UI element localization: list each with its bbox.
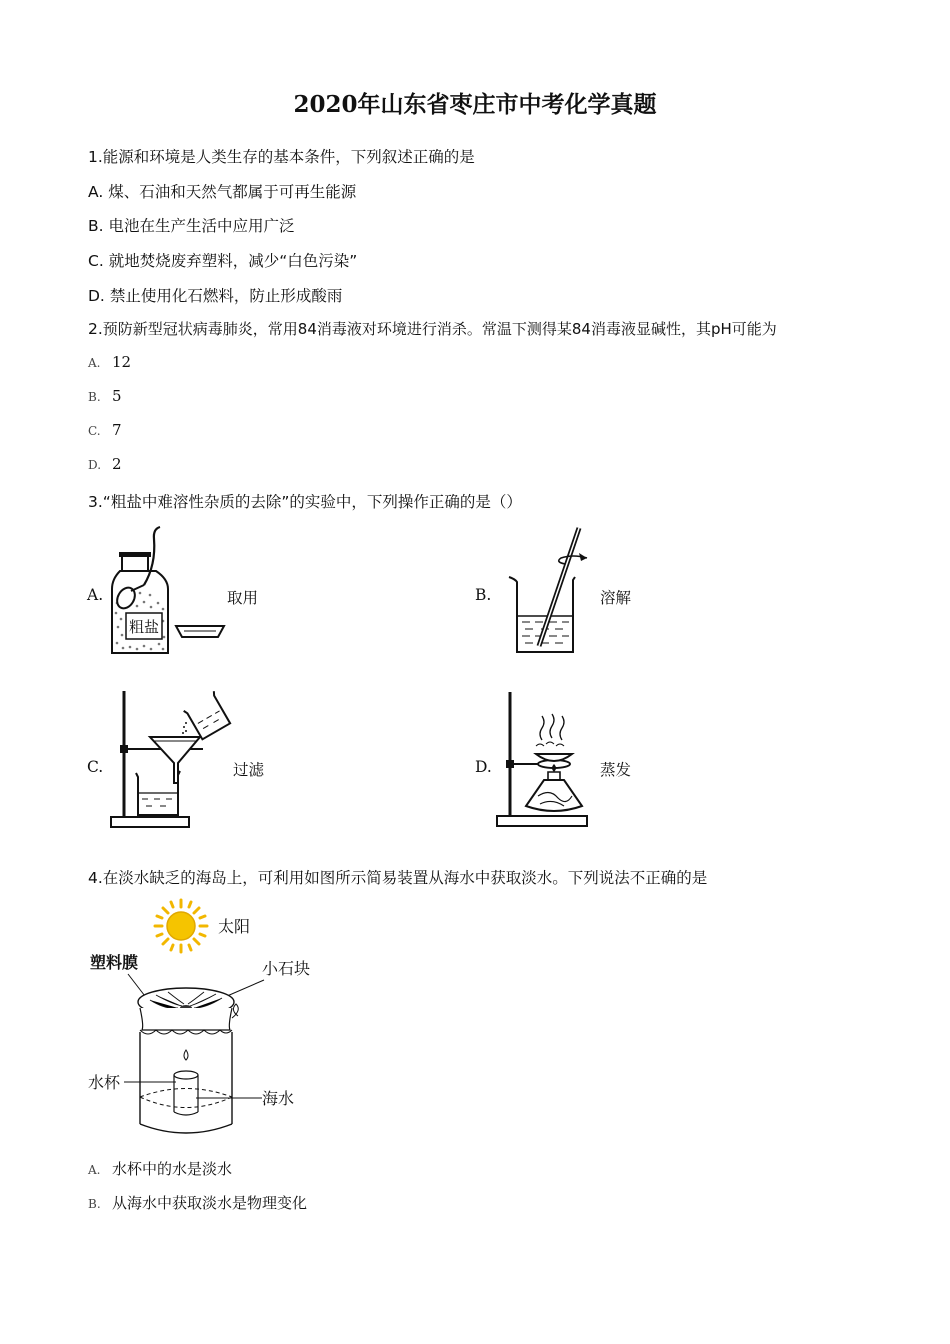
beaker-stirring-figure (505, 522, 600, 657)
option-label: B. (88, 217, 104, 235)
option-c (88, 421, 122, 439)
option-label: C. (88, 424, 101, 438)
option-label: D. (88, 458, 102, 472)
option-a-text: 取用 (227, 589, 259, 607)
option-text: 从海水中获取淡水是物理变化 (112, 1194, 308, 1212)
option-text: 电池在生产生活中应用广泛 (108, 217, 295, 235)
option-text: 煤、石油和天然气都属于可再生能源 (108, 183, 357, 201)
option-b-label: B. (475, 586, 492, 604)
option-label: A. (88, 356, 101, 370)
cup-label: 水杯 (88, 1073, 121, 1092)
option-label: B. (88, 1197, 101, 1211)
filtration-figure (108, 683, 233, 833)
option-d (88, 455, 122, 473)
salt-jar-figure (106, 525, 231, 660)
option-b (88, 387, 122, 405)
question-4 (88, 866, 707, 888)
option-b (88, 1192, 307, 1213)
option-text: 7 (112, 421, 122, 439)
option-b (88, 214, 295, 236)
question-stem: “粗盐中难溶性杂质的去除”的实验中，下列操作正确的是（） (102, 493, 522, 511)
question-number: 1. (88, 148, 103, 166)
option-b-text: 溶解 (600, 589, 632, 607)
option-text: 水杯中的水是淡水 (112, 1160, 233, 1178)
sun-icon (155, 900, 207, 952)
option-label: A. (88, 1163, 101, 1177)
option-c-label: C. (87, 758, 104, 776)
option-label: B. (88, 390, 101, 404)
option-c (88, 249, 357, 271)
option-a (88, 353, 131, 371)
question-3 (88, 490, 522, 512)
option-d-text: 蒸发 (600, 761, 632, 779)
film-label: 塑料膜 (90, 953, 139, 972)
question-2 (88, 318, 777, 339)
evaporation-figure (494, 688, 604, 833)
option-label: D. (88, 287, 105, 305)
question-stem: 能源和环境是人类生存的基本条件，下列叙述正确的是 (102, 148, 475, 166)
jar-label-text: 粗盐 (128, 618, 160, 636)
question-stem: 在淡水缺乏的海岛上，可利用如图所示简易装置从海水中获取淡水。下列说法不正确的是 (102, 869, 708, 887)
option-a (88, 180, 356, 202)
option-text: 12 (112, 353, 132, 371)
seawater-label: 海水 (262, 1089, 295, 1108)
option-a-label: A. (87, 586, 104, 604)
solar-still-figure (86, 892, 326, 1152)
page-title: 2020年山东省枣庄市中考化学真题 (293, 91, 657, 118)
option-text: 2 (112, 455, 122, 473)
option-label: A. (88, 183, 104, 201)
stone-label: 小石块 (262, 959, 311, 978)
sun-label: 太阳 (218, 917, 251, 936)
option-c-text: 过滤 (233, 761, 265, 779)
option-d (88, 284, 342, 306)
option-label: C. (88, 252, 104, 270)
option-text: 5 (112, 387, 122, 405)
question-number: 2. (88, 320, 103, 338)
option-a (88, 1158, 232, 1179)
question-number: 3. (88, 493, 103, 511)
question-1 (88, 145, 475, 167)
option-text: 禁止使用化石燃料，防止形成酸雨 (109, 287, 343, 305)
question-stem: 预防新型冠状病毒肺炎，常用84消毒液对环境进行消杀。常温下测得某84消毒液显碱性，其pH可能为 (102, 320, 777, 338)
question-number: 4. (88, 869, 103, 887)
option-text: 就地焚烧废弃塑料，减少“白色污染” (108, 252, 358, 270)
option-d-label: D. (475, 758, 492, 776)
